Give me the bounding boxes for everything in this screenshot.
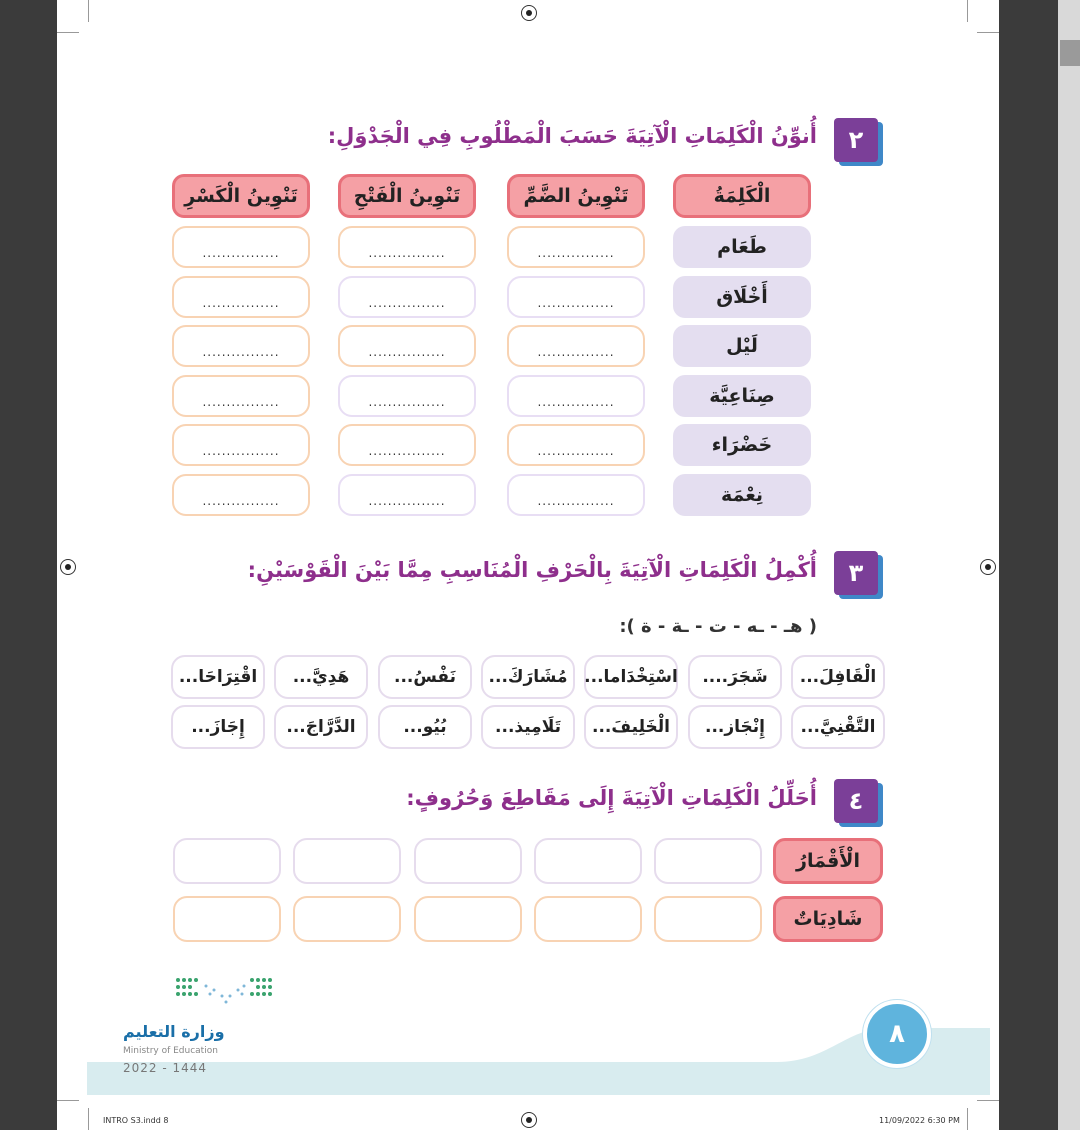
table-header-kasra: تَنْوِينُ الْكَسْرِ <box>172 174 310 218</box>
answer-blank[interactable]: ................ <box>338 226 476 268</box>
table-header-damma: تَنْوِينُ الضَّمِّ <box>507 174 645 218</box>
answer-blank[interactable]: ................ <box>338 325 476 367</box>
scrollbar-track[interactable] <box>1058 0 1080 1130</box>
ministry-name-arabic: وزارة التعليم <box>123 1022 225 1041</box>
table-word-cell: أَخْلَاق <box>673 276 811 318</box>
syllable-box[interactable] <box>414 838 522 884</box>
answer-blank[interactable]: ................ <box>172 424 310 466</box>
crop-mark <box>57 32 79 33</box>
syllable-box[interactable] <box>534 896 642 942</box>
fill-word[interactable]: الْخَلِيفَ... <box>584 705 678 749</box>
fill-word[interactable]: شَجَرَ.... <box>688 655 782 699</box>
answer-blank[interactable]: ................ <box>172 474 310 516</box>
crop-mark <box>57 1100 79 1101</box>
fill-word[interactable]: نَفْسُ... <box>378 655 472 699</box>
crop-mark <box>977 1100 999 1101</box>
answer-blank[interactable]: ................ <box>507 276 645 318</box>
letter-options: ( هـ - ـه - ت - ـة - ة ): <box>619 616 817 637</box>
question-number: ٢ <box>834 118 878 162</box>
table-word-cell: طَعَام <box>673 226 811 268</box>
fill-word[interactable]: بُيُو... <box>378 705 472 749</box>
answer-blank[interactable]: ................ <box>507 474 645 516</box>
date-slug: 11/09/2022 6:30 PM <box>879 1116 960 1125</box>
syllable-box[interactable] <box>414 896 522 942</box>
answer-blank[interactable]: ................ <box>172 375 310 417</box>
syllable-box[interactable] <box>654 896 762 942</box>
question-number: ٤ <box>834 779 878 823</box>
fill-word[interactable]: اسْتِخْدَاما... <box>584 655 678 699</box>
crop-mark <box>967 0 968 22</box>
document-page <box>57 0 999 1130</box>
question-number: ٣ <box>834 551 878 595</box>
syllable-word: الْأَقْمَارُ <box>773 838 883 884</box>
table-header-fatha: تَنْوِينُ الْفَتْحِ <box>338 174 476 218</box>
answer-blank[interactable]: ................ <box>172 325 310 367</box>
crop-mark <box>88 1108 89 1130</box>
table-word-cell: صِنَاعِيَّة <box>673 375 811 417</box>
table-header-word: الْكَلِمَةُ <box>673 174 811 218</box>
answer-blank[interactable]: ................ <box>507 375 645 417</box>
answer-blank[interactable]: ................ <box>172 276 310 318</box>
footer-wave <box>87 1000 990 1095</box>
syllable-box[interactable] <box>173 896 281 942</box>
fill-word[interactable]: هَدِيَّ... <box>274 655 368 699</box>
question-instruction: أُحَلِّلُ الْكَلِمَاتِ الْآتِيَةَ إِلَى مَقَاطِعَ وَحُرُوفٍ: <box>406 786 817 810</box>
registration-mark-icon <box>521 5 537 21</box>
fill-word[interactable]: إِنْجَاز... <box>688 705 782 749</box>
answer-blank[interactable]: ................ <box>338 276 476 318</box>
fill-word[interactable]: تَلَامِيذ... <box>481 705 575 749</box>
registration-mark-icon <box>60 559 76 575</box>
year-label: 2022 - 1444 <box>123 1061 208 1075</box>
crop-mark <box>967 1108 968 1130</box>
fill-word[interactable]: إِجَازَ... <box>171 705 265 749</box>
syllable-word: شَادِيَاتٌ <box>773 896 883 942</box>
syllable-box[interactable] <box>654 838 762 884</box>
file-slug: INTRO S3.indd 8 <box>103 1116 169 1125</box>
fill-word[interactable]: مُشَارَكَ... <box>481 655 575 699</box>
fill-word[interactable]: اقْتِرَاحَا... <box>171 655 265 699</box>
syllable-box[interactable] <box>293 838 401 884</box>
ministry-logo-icon <box>172 972 282 1012</box>
syllable-box[interactable] <box>293 896 401 942</box>
syllable-box[interactable] <box>534 838 642 884</box>
table-word-cell: خَضْرَاء <box>673 424 811 466</box>
registration-mark-icon <box>980 559 996 575</box>
crop-mark <box>88 0 89 22</box>
scrollbar-thumb[interactable] <box>1060 40 1080 66</box>
page-number-badge: ٨ <box>863 1000 931 1068</box>
syllable-box[interactable] <box>173 838 281 884</box>
question-instruction: أُكْمِلُ الْكَلِمَاتِ الْآتِيَةَ بِالْحَرْفِ الْمُنَاسِبِ مِمَّا بَيْنَ الْقَوْسَيْنِ: <box>247 558 817 582</box>
table-word-cell: نِعْمَة <box>673 474 811 516</box>
question-instruction: أُنوِّنُ الْكَلِمَاتِ الْآتِيَةَ حَسَبَ الْمَطْلُوبِ فِي الْجَدْوَلِ: <box>327 124 817 148</box>
answer-blank[interactable]: ................ <box>507 424 645 466</box>
answer-blank[interactable]: ................ <box>338 375 476 417</box>
answer-blank[interactable]: ................ <box>338 424 476 466</box>
answer-blank[interactable]: ................ <box>507 226 645 268</box>
registration-mark-icon <box>521 1112 537 1128</box>
crop-mark <box>977 32 999 33</box>
fill-word[interactable]: التَّقْنِيَّ... <box>791 705 885 749</box>
answer-blank[interactable]: ................ <box>338 474 476 516</box>
fill-word[interactable]: الدَّرَّاجَ... <box>274 705 368 749</box>
ministry-name-english: Ministry of Education <box>123 1046 218 1056</box>
fill-word[interactable]: الْقَافِلَ... <box>791 655 885 699</box>
table-word-cell: لَيْل <box>673 325 811 367</box>
answer-blank[interactable]: ................ <box>507 325 645 367</box>
answer-blank[interactable]: ................ <box>172 226 310 268</box>
